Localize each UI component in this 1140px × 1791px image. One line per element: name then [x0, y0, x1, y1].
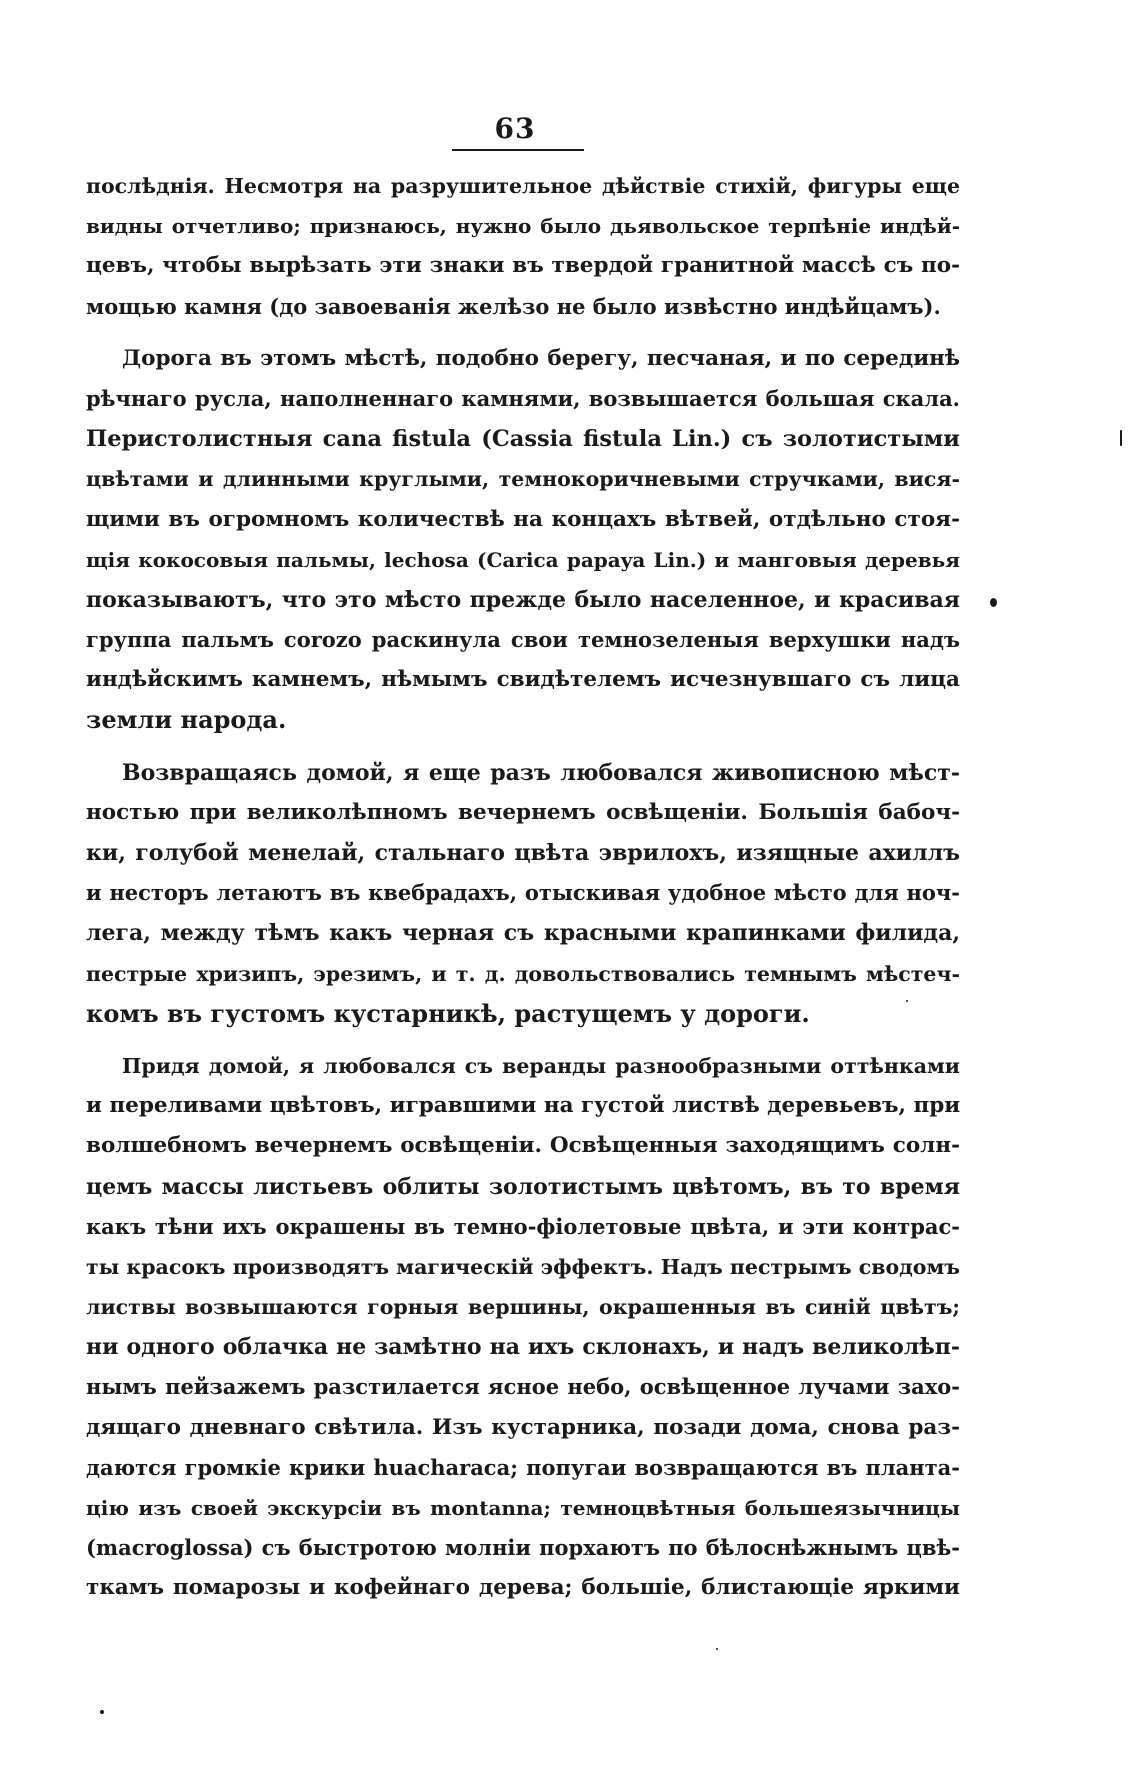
paragraph-2 — [86, 339, 960, 741]
text-line: послѣднія. Несмотря на разрушительное дѣйствіе стихій, фигуры еще — [86, 174, 960, 198]
text-line: даются громкіе крики huacharaca; попугаи возвращаются въ планта- — [86, 1454, 960, 1480]
page-number: 63 — [494, 112, 536, 145]
text-line: рѣчнаго русла, наполненнаго камнями, возвышается большая скала. — [86, 385, 960, 411]
text-line: ты красокъ производятъ магическій эффектъ. Надъ пестрымъ сводомъ — [86, 1254, 960, 1279]
text-line: дящаго дневнаго свѣтила. Изъ кустарника, позади дома, снова раз- — [86, 1414, 960, 1440]
paragraph-4 — [86, 1046, 960, 1609]
text-line: группа пальмъ corozo раскинула свои темнозеленыя верхушки надъ — [86, 627, 960, 653]
text-line: щими въ огромномъ количествѣ на концахъ вѣтвей, отдѣльно стоя- — [86, 506, 960, 532]
text-line: цвѣтами и длинными круглыми, темнокоричневыми стручками, вися- — [86, 467, 960, 492]
text-line: и несторъ летаютъ въ квебрадахъ, отыскивая удобное мѣсто для ноч- — [86, 880, 960, 906]
scan-speck — [906, 1000, 908, 1002]
scan-speck — [716, 1648, 718, 1650]
text-line: цевъ, чтобы вырѣзать эти знаки въ твердой гранитной массѣ съ по- — [86, 253, 960, 279]
text-line: лега, между тѣмъ какъ черная съ красными крапинками филида, — [86, 920, 960, 947]
text-line: щія кокосовыя пальмы, lechosa (Carica papaya Lin.) и манговыя деревья — [86, 547, 960, 572]
paragraph-3 — [86, 753, 960, 1034]
text-line: комъ въ густомъ кустарникѣ, растущемъ у дороги. — [86, 998, 810, 1028]
text-line: Перистолистныя cana fistula (Cassia fistula Lin.) съ золотистыми — [86, 426, 960, 453]
text-line: цію изъ своей экскурсіи въ montanna; темноцвѣтныя большеязычницы — [86, 1496, 960, 1520]
text-line: листвы возвышаются горныя вершины, окрашенныя въ синій цвѣтъ; — [86, 1295, 960, 1320]
text-line: волшебномъ вечернемъ освѣщеніи. Освѣщенныя заходящимъ солн- — [86, 1133, 960, 1159]
text-line: показываютъ, что это мѣсто прежде было населенное, и красивая — [86, 586, 960, 613]
text-line: нымъ пейзажемъ разстилается ясное небо, освѣщенное лучами захо- — [86, 1374, 960, 1400]
text-line: земли народа. — [86, 705, 287, 735]
text-line: ни одного облачка не замѣтно на ихъ склонахъ, и надъ великолѣп- — [86, 1334, 960, 1361]
text-line: Дорога въ этомъ мѣстѣ, подобно берегу, песчаная, и по серединѣ — [122, 345, 960, 371]
text-line: Придя домой, я любовался съ веранды разнообразными оттѣнками — [122, 1053, 960, 1078]
text-line: Возвращаясь домой, я еще разъ любовался живописною мѣст- — [122, 759, 960, 786]
text-line: видны отчетливо; признаюсь, нужно было дьявольское терпѣніе индѣй- — [86, 214, 960, 239]
text-line: ностью при великолѣпномъ вечернемъ освѣщеніи. Большія бабоч- — [86, 799, 960, 825]
text-line: индѣйскимъ камнемъ, нѣмымъ свидѣтелемъ исчезнувшаго съ лица — [86, 667, 960, 693]
text-line: и переливами цвѣтовъ, игравшими на густой листвѣ деревьевъ, при — [86, 1093, 960, 1119]
scan-speck — [100, 1710, 104, 1714]
text-line: мощью камня (до завоеванія желѣзо не было извѣстно индѣйцамъ). — [86, 293, 941, 319]
scan-speck — [1120, 430, 1122, 446]
text-line: ткамъ помарозы и кофейнаго дерева; большіе, блистающіе яркими — [86, 1575, 960, 1601]
page-number-rule — [452, 149, 584, 151]
text-line: цемъ массы листьевъ облиты золотистымъ цвѣтомъ, въ то время — [86, 1173, 960, 1200]
scan-speck — [990, 598, 997, 607]
text-line: пестрые хризипъ, эрезимъ, и т. д. довольствовались темнымъ мѣстеч- — [86, 961, 960, 986]
body-text — [86, 166, 960, 1609]
text-line: какъ тѣни ихъ окрашены въ темно-фіолетовые цвѣта, и эти контрас- — [86, 1213, 960, 1239]
text-line: (macroglossa) съ быстротою молніи порхаютъ по бѣлоснѣжнымъ цвѣ- — [86, 1535, 960, 1561]
text-line: ки, голубой менелай, стальнаго цвѣта эврилохъ, изящные ахиллъ — [86, 840, 960, 866]
paragraph-1 — [86, 166, 960, 327]
